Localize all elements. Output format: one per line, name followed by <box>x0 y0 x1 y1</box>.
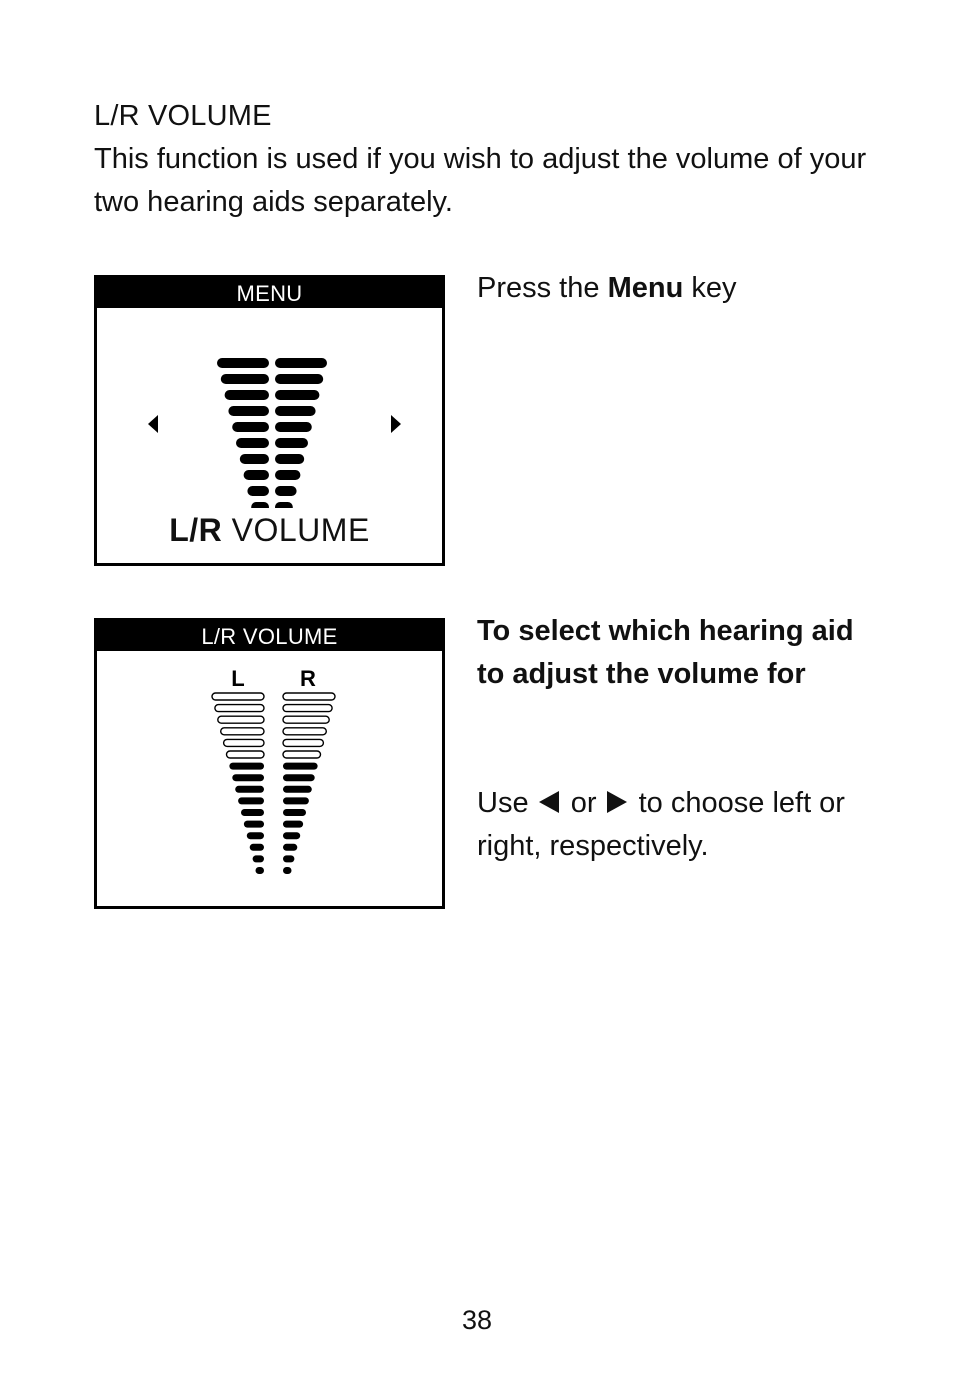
menu-bar-right <box>275 502 293 508</box>
triangle-right-icon <box>607 791 627 813</box>
left-volume-bar-filled <box>232 774 264 781</box>
menu-bar-right <box>275 358 327 368</box>
right-volume-bar-empty <box>283 705 332 712</box>
left-volume-bar-filled <box>250 844 264 851</box>
lr-volume-screen-title: L/R VOLUME <box>97 621 442 651</box>
step1-text-after: key <box>683 272 737 304</box>
menu-bar-left <box>251 502 269 508</box>
menu-label-rest: VOLUME <box>222 512 370 548</box>
lr-volume-screen <box>94 618 445 909</box>
menu-bar-right <box>275 390 319 400</box>
right-volume-bar-empty <box>283 751 321 758</box>
step2-rest-text: to choose left or right, respectively. <box>477 787 845 862</box>
right-volume-bar-filled <box>283 844 297 851</box>
left-volume-bar-filled <box>244 821 264 828</box>
menu-bar-right <box>275 486 297 496</box>
left-volume-bar-filled <box>241 809 264 816</box>
menu-bar-right <box>275 374 323 384</box>
left-volume-bar-empty <box>224 739 264 746</box>
menu-bar-left <box>236 438 269 448</box>
menu-bar-left <box>221 374 269 384</box>
right-volume-bar-empty <box>283 728 326 735</box>
left-volume-bar-empty <box>215 705 264 712</box>
right-volume-bar-filled <box>283 763 318 770</box>
menu-bar-left <box>240 454 269 464</box>
menu-screen-label <box>97 510 442 550</box>
menu-bar-right <box>275 422 312 432</box>
step1-instruction <box>477 267 877 310</box>
menu-bar-right <box>275 470 300 480</box>
menu-screen-title: MENU <box>97 278 442 308</box>
menu-volume-graphic <box>97 308 442 508</box>
right-volume-bar-empty <box>283 693 335 700</box>
menu-bar-left <box>225 390 269 400</box>
step1-menu-key: Menu <box>607 272 684 304</box>
left-volume-bar-filled <box>238 797 264 804</box>
right-volume-bar-filled <box>283 774 315 781</box>
left-volume-bar-empty <box>227 751 265 758</box>
right-channel-label: R <box>300 666 316 691</box>
left-volume-bar-empty <box>221 728 264 735</box>
step2-title: To select which hearing aid to adjust the volume for <box>477 615 854 690</box>
step2-use-text: Use <box>477 787 529 819</box>
menu-bar-right <box>275 438 308 448</box>
step1-text-before: Press the <box>477 272 608 304</box>
menu-bar-right <box>275 454 304 464</box>
page-number: 38 <box>461 1305 493 1335</box>
left-volume-bar-filled <box>235 786 264 793</box>
menu-bar-left <box>217 358 269 368</box>
menu-bar-left <box>228 406 269 416</box>
right-volume-bar-filled <box>283 786 312 793</box>
left-volume-bar-filled <box>247 832 264 839</box>
menu-bar-left <box>232 422 269 432</box>
menu-bar-left <box>247 486 269 496</box>
triangle-left-icon <box>148 415 158 433</box>
right-volume-bar-filled <box>283 867 292 874</box>
left-volume-bar-empty <box>218 716 264 723</box>
left-volume-bar-filled <box>253 855 264 862</box>
section-heading: L/R VOLUME <box>94 100 272 132</box>
triangle-left-icon <box>539 791 559 813</box>
menu-label-bold: L/R <box>169 512 223 548</box>
left-channel-label: L <box>231 666 245 691</box>
right-volume-bar-filled <box>283 821 303 828</box>
left-volume-bar-empty <box>212 693 264 700</box>
menu-bar-right <box>275 406 316 416</box>
right-volume-bar-filled <box>283 855 294 862</box>
menu-screen <box>94 275 445 566</box>
step2-or-text: or <box>570 787 597 819</box>
right-volume-bar-filled <box>283 832 300 839</box>
step2-instruction <box>477 782 877 868</box>
left-volume-bar-filled <box>256 867 265 874</box>
right-volume-bar-filled <box>283 809 306 816</box>
right-volume-bar-empty <box>283 716 329 723</box>
section-intro: This function is used if you wish to adjust the volume of your two hearing aids separately. <box>94 143 867 218</box>
triangle-right-icon <box>391 415 401 433</box>
left-volume-bar-filled <box>229 763 264 770</box>
right-volume-bar-filled <box>283 797 309 804</box>
right-volume-bar-empty <box>283 739 323 746</box>
lr-volume-graphic <box>97 651 442 906</box>
menu-bar-left <box>244 470 269 480</box>
